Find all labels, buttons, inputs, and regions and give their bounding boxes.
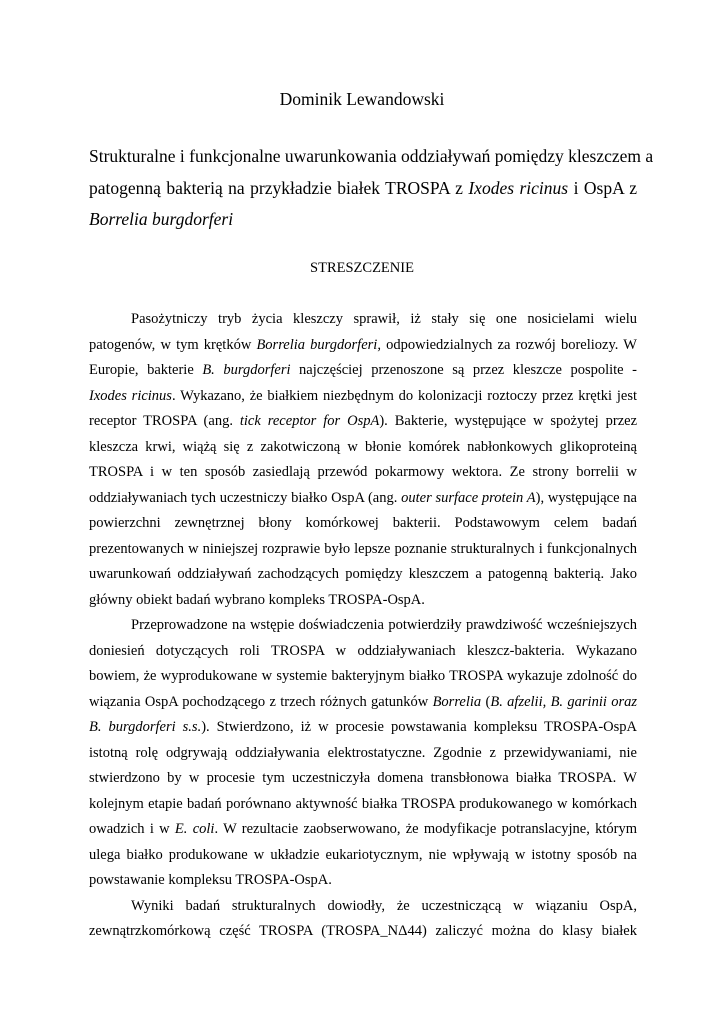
text-line: główny obiekt badań wybrano kompleks TROSPA-OspA.	[89, 591, 425, 608]
text-line: powstawanie kompleksu TROSPA-OspA.	[89, 872, 332, 888]
text-line: kleszcza krwi, wiążą się z zakotwiczoną w błonie komórek nabłonkowych glikoproteiną	[89, 438, 637, 455]
section-heading: STRESZCZENIE	[310, 260, 414, 276]
title-line: patogenną bakterią na przykładzie białek TROSPA z Ixodes ricinus i OspA z	[89, 177, 637, 198]
text-line: TROSPA i w ten sposób zasiedlają przewód pokarmowy wektora. Ze strony borrelii w	[89, 464, 637, 480]
text-line: istotną rolę odgrywają oddziaływania elektrostatyczne. Zgodnie z przewidywaniami, nie	[89, 744, 637, 761]
text-line: ulega białko produkowane w układzie eukariotycznym, nie wpływają w istotny sposób na	[89, 846, 637, 863]
text-line: powierzchni zewnętrznej błony komórkowej bakterii. Podstawowym celem badań	[89, 515, 637, 531]
text-line: patogenów, w tym krętków Borrelia burgdorferi, odpowiedzialnych za rozwój boreliozy. W	[89, 336, 637, 353]
text-line: Pasożytniczy tryb życia kleszczy sprawił, iż stały się one nosicielami wielu	[131, 311, 637, 327]
text-line: zewnątrzkomórkową część TROSPA (TROSPA_NΔ44) zaliczyć można do klasy białek	[89, 923, 637, 939]
text-line: oddziaływaniach tych uczestniczy białko OspA (ang. outer surface protein A), występujące na	[89, 489, 637, 506]
text-line: prezentowanych w niniejszej rozprawie było lepsze poznanie strukturalnych i funkcjonalnych	[89, 540, 637, 557]
paragraph	[89, 307, 637, 613]
text-line: B. burgdorferi s.s.). Stwierdzono, iż w procesie powstawania kompleksu TROSPA-OspA	[89, 719, 637, 735]
thesis-title	[89, 141, 654, 236]
title-line: Strukturalne i funkcjonalne uwarunkowania oddziaływań pomiędzy kleszczem a	[89, 146, 654, 166]
text-line: doniesień dotyczących roli TROSPA w oddziaływaniach kleszcz-bakteria. Wykazano	[89, 642, 637, 659]
text-line: kolejnym etapie badań porównano aktywność białka TROSPA produkowanego w komórkach	[89, 795, 637, 812]
text-line: uwarunkowań oddziaływań zachodzących pomiędzy kleszczem a patogenną bakterią. Jako	[89, 566, 637, 582]
text-line: bowiem, że wyprodukowane w systemie bakteryjnym białko TROSPA wykazuje zdolność do	[89, 668, 637, 684]
title-line: Borrelia burgdorferi	[89, 209, 234, 229]
text-line: Ixodes ricinus. Wykazano, że białkiem niezbędnym do kolonizacji roztoczy przez krętki jest	[89, 387, 637, 404]
paragraph	[89, 894, 637, 945]
text-line: owadzich i w E. coli. W rezultacie zaobserwowano, że modyfikacje potranslacyjne, którym	[89, 821, 637, 837]
text-line: Europie, bakterie B. burgdorferi najczęściej przenoszone są przez kleszcze pospolite -	[89, 362, 637, 378]
paragraph	[89, 613, 637, 894]
text-line: wiązania OspA pochodzącego z trzech różnych gatunków Borrelia (B. afzelii, B. garinii oraz	[89, 693, 637, 710]
text-line: stwierdzono by w procesie tym uczestniczyła domena transbłonowa białka TROSPA. W	[89, 770, 637, 786]
abstract-body	[89, 307, 637, 945]
text-line: Wyniki badań strukturalnych dowiodły, że uczestniczącą w wiązaniu OspA,	[131, 897, 637, 914]
text-line: Przeprowadzone na wstępie doświadczenia potwierdziły prawdziwość wcześniejszych	[131, 617, 637, 633]
text-line: receptor TROSPA (ang. tick receptor for OspA). Bakterie, występujące w spożytej przez	[89, 413, 637, 429]
author-name: Dominik Lewandowski	[279, 89, 445, 109]
